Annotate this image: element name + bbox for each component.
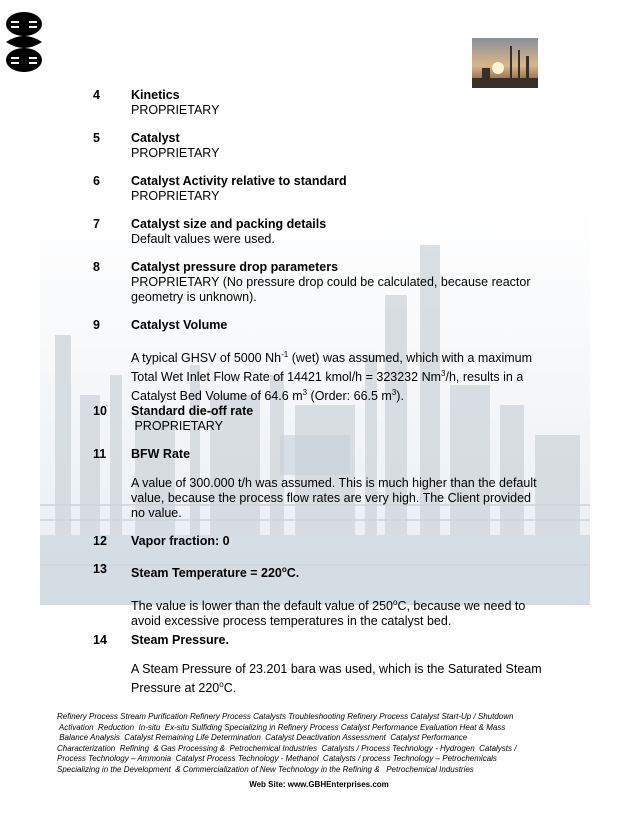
company-logo-icon (3, 10, 45, 74)
item-paragraph: A typical GHSV of 5000 $Nh^{-1}$ (wet) was assumed, which with a maximum Total Wet Inlet Flow Rate of 14421 kmol/h = 323232 Nm$^3$/h, results in a Catalyst Bed Volume of 64.6 $m^3$ (Order: 66.5 $m^3$). (131, 350, 533, 404)
item-title: Steam Pressure. (131, 633, 229, 647)
item-title: Catalyst size and packing details (131, 217, 327, 231)
item-number: 10 (93, 404, 107, 418)
item-number: 13 (93, 562, 107, 576)
item-text: PROPRIETARY (131, 146, 220, 160)
item-text: Default values were used. (131, 232, 275, 246)
refinery-photo-thumbnail (472, 38, 538, 88)
item-title: Steam Temperature = $220^oC$. (131, 565, 300, 581)
item-number: 9 (93, 318, 100, 332)
item-paragraph: A value of 300.000 t/h was assumed. This is much higher than the default value, because the process flow rates are very high. The Client provided no value. (131, 476, 537, 520)
footer-keywords: Refinery Process Stream Purification Refinery Process Catalysts Troubleshooting Refinery Process Catalyst Start-Up / Shutdown Activation Reduction In-situ Ex-situ Sulfiding Specializing in Refinery Process Catalyst Performance Evaluation Heat & Mass Balance Analysis Catalyst Remaining Life Determination Catalyst Deactivation Assessment Catalyst Performance Characterization Refining & Gas Processing & Petrochemical Industries Catalysts / Process Technology - Hydrogen Catalysts / Process Technology – Ammonia Catalyst Process Technology - Methanol Catalysts / process Technology – Petrochemicals Specializing in the Development & Commercialization of New Technology in the Refining & Petrochemical Industries (57, 712, 517, 774)
item-title: Catalyst Volume (131, 318, 228, 332)
item-text: PROPRIETARY (131, 103, 220, 117)
item-text: geometry is unknown). (131, 290, 257, 304)
item-title: Standard die-off rate (131, 404, 254, 418)
item-number: 6 (93, 174, 100, 188)
item-number: 5 (93, 131, 100, 145)
item-paragraph: A Steam Pressure of 23.201 bara was used, which is the Saturated Steam Pressure at 220$^o$C. (131, 662, 542, 696)
item-title: Kinetics (131, 88, 180, 102)
item-number: 7 (93, 217, 100, 231)
item-number: 11 (93, 447, 107, 461)
website-link[interactable]: Web Site: www.GBHEnterprises.com (249, 780, 389, 789)
item-text: PROPRIETARY (131, 189, 220, 203)
item-number: 4 (93, 88, 100, 102)
item-title: Catalyst (131, 131, 180, 145)
item-text: PROPRIETARY (No pressure drop could be calculated, because reactor (131, 275, 531, 289)
item-title: Catalyst Activity relative to standard (131, 174, 347, 188)
item-text: PROPRIETARY (131, 419, 223, 433)
item-title: Vapor fraction: 0 (131, 534, 230, 548)
item-number: 14 (93, 633, 107, 647)
item-title: Catalyst pressure drop parameters (131, 260, 339, 274)
item-title: BFW Rate (131, 447, 191, 461)
item-number: 12 (93, 534, 107, 548)
item-number: 8 (93, 260, 100, 274)
item-paragraph: The value is lower than the default value of 250$^o$C, because we need to avoid excessive process temperatures in the catalyst bed. (131, 598, 526, 629)
